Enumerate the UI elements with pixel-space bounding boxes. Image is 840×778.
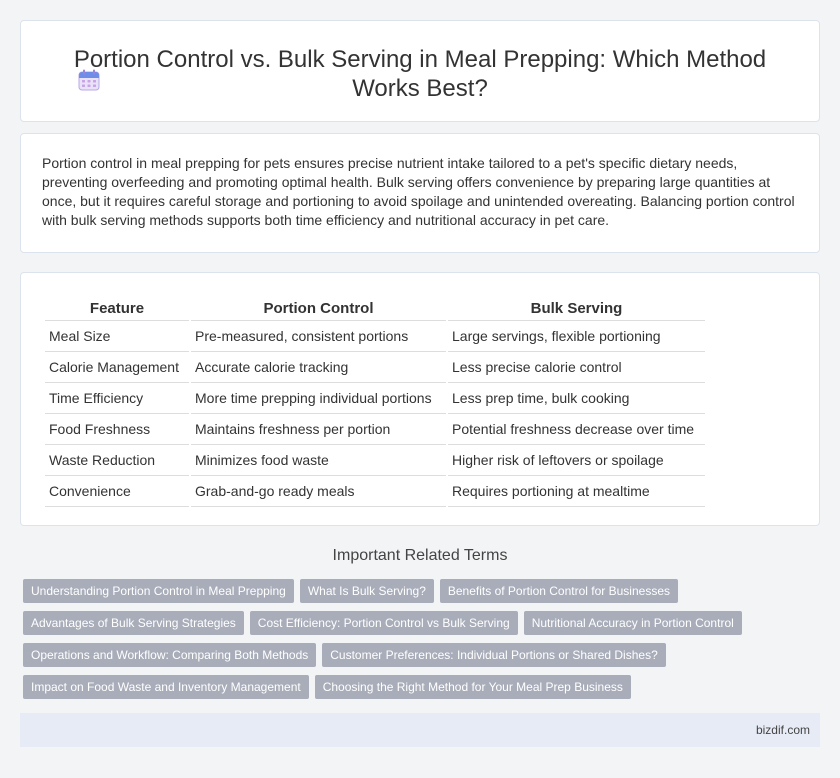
- related-tag[interactable]: Customer Preferences: Individual Portions or Shared Dishes?: [322, 643, 666, 667]
- related-tag[interactable]: Benefits of Portion Control for Businesses: [440, 579, 678, 603]
- footer-site-link[interactable]: bizdif.com: [755, 723, 810, 737]
- related-tag[interactable]: Advantages of Bulk Serving Strategies: [23, 611, 244, 635]
- cell-bulk: Requires portioning at mealtime: [448, 476, 705, 507]
- cell-portion: Accurate calorie tracking: [191, 352, 446, 383]
- related-tag[interactable]: Choosing the Right Method for Your Meal Prep Business: [315, 675, 631, 699]
- table-row: [45, 383, 705, 414]
- cell-feature: Meal Size: [45, 321, 189, 352]
- header-bulk-serving: Bulk Serving: [448, 297, 705, 321]
- tag-row: [23, 675, 823, 707]
- header-feature: Feature: [45, 297, 189, 321]
- cell-feature: Convenience: [45, 476, 189, 507]
- table-row: [45, 414, 705, 445]
- page-title: Portion Control vs. Bulk Serving in Meal Prepping: Which Method Works Best?: [73, 46, 767, 102]
- cell-bulk: Higher risk of leftovers or spoilage: [448, 445, 705, 476]
- related-tag[interactable]: Nutritional Accuracy in Portion Control: [524, 611, 742, 635]
- intro-card: [20, 133, 820, 253]
- related-terms-tags: [23, 579, 823, 707]
- related-terms-heading: Important Related Terms: [332, 547, 508, 564]
- cell-bulk: Less precise calorie control: [448, 352, 705, 383]
- header-portion-control: Portion Control: [191, 297, 446, 321]
- tag-row: [23, 611, 823, 643]
- cell-feature: Calorie Management: [45, 352, 189, 383]
- tag-row: [23, 643, 823, 675]
- related-tag[interactable]: Cost Efficiency: Portion Control vs Bulk Serving: [250, 611, 518, 635]
- cell-portion: Maintains freshness per portion: [191, 414, 446, 445]
- cell-portion: More time prepping individual portions: [191, 383, 446, 414]
- cell-portion: Pre-measured, consistent portions: [191, 321, 446, 352]
- cell-feature: Waste Reduction: [45, 445, 189, 476]
- related-tag[interactable]: Understanding Portion Control in Meal Prepping: [23, 579, 294, 603]
- cell-feature: Time Efficiency: [45, 383, 189, 414]
- comparison-table: [43, 297, 707, 507]
- related-tag[interactable]: Operations and Workflow: Comparing Both Methods: [23, 643, 316, 667]
- footer-bar: [20, 713, 820, 747]
- table-row: [45, 321, 705, 352]
- table-row: [45, 445, 705, 476]
- table-header-row: [45, 297, 705, 321]
- related-tag[interactable]: Impact on Food Waste and Inventory Management: [23, 675, 309, 699]
- table-row: [45, 476, 705, 507]
- table-row: [45, 352, 705, 383]
- cell-bulk: Less prep time, bulk cooking: [448, 383, 705, 414]
- comparison-table-card: [20, 272, 820, 526]
- tag-row: [23, 579, 823, 611]
- cell-bulk: Potential freshness decrease over time: [448, 414, 705, 445]
- cell-portion: Minimizes food waste: [191, 445, 446, 476]
- related-tag[interactable]: What Is Bulk Serving?: [300, 579, 434, 603]
- title-card: [20, 20, 820, 122]
- cell-bulk: Large servings, flexible portioning: [448, 321, 705, 352]
- intro-paragraph: Portion control in meal prepping for pets ensures precise nutrient intake tailored to a pet's specific dietary needs, preventing overfeeding and promoting optimal health. Bulk serving offers convenience by preparing large quantities at once, but it requires careful storage and portioning to avoid spoilage and unintended overeating. Balancing portion control with bulk serving methods supports both time efficiency and nutritional accuracy in pet care.: [42, 155, 795, 228]
- cell-feature: Food Freshness: [45, 414, 189, 445]
- cell-portion: Grab-and-go ready meals: [191, 476, 446, 507]
